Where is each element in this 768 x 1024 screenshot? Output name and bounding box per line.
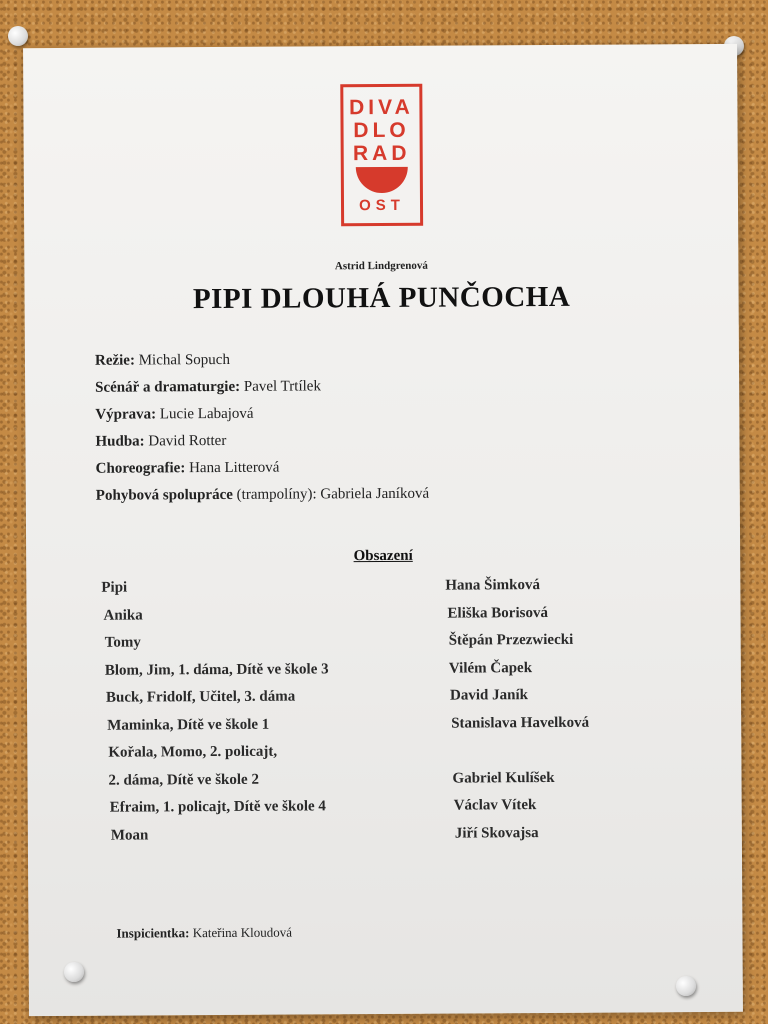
inspicientka-label: Inspicientka: bbox=[116, 925, 190, 941]
cast-actor: David Janík bbox=[449, 687, 529, 704]
cast-role: Efraim, 1. policajt, Dítě ve škole 4 bbox=[109, 798, 326, 816]
logo-line-1: DIVA bbox=[349, 95, 414, 119]
credit-value: Michal Sopuch bbox=[134, 351, 230, 369]
cast-heading: Obsazení bbox=[353, 547, 413, 565]
credit-value: Pavel Trtílek bbox=[240, 378, 321, 395]
cast-row bbox=[101, 571, 661, 602]
cast-row bbox=[103, 599, 661, 630]
cast-role: 2. dáma, Dítě ve škole 2 bbox=[108, 771, 259, 789]
logo-smile-icon bbox=[356, 166, 408, 192]
cast-row bbox=[105, 626, 662, 657]
credit-value: Lucie Labajová bbox=[156, 405, 254, 423]
cast-role: Blom, Jim, 1. dáma, Dítě ve škole 3 bbox=[104, 660, 329, 679]
cast-role: Kořala, Momo, 2. policajt, bbox=[108, 743, 278, 761]
cast-list bbox=[101, 571, 663, 849]
author-name: Astrid Lindgrenová bbox=[334, 259, 428, 273]
credit-row bbox=[95, 427, 428, 456]
cast-actor: Vilém Čapek bbox=[448, 659, 533, 677]
cast-row bbox=[111, 819, 663, 850]
cast-actor: Stanislava Havelková bbox=[451, 714, 590, 732]
credit-row bbox=[95, 346, 428, 375]
credit-label: Režie: bbox=[94, 352, 135, 369]
cast-role: Pipi bbox=[101, 579, 128, 596]
credit-label: Choreografie: bbox=[95, 460, 186, 477]
credit-value: Gabriela Janíková bbox=[316, 485, 430, 503]
credit-row bbox=[96, 481, 429, 510]
credit-row bbox=[96, 454, 429, 483]
credit-label: Hudba: bbox=[95, 433, 145, 450]
cast-actor: Eliška Borisová bbox=[447, 604, 548, 622]
credit-row bbox=[95, 400, 428, 429]
pushpin-bottom-right bbox=[676, 976, 696, 996]
pushpin-bottom-left bbox=[64, 962, 84, 982]
poster-sheet bbox=[23, 44, 743, 1016]
cast-actor: Štěpán Przezwiecki bbox=[448, 631, 574, 649]
logo-line-3: RAD bbox=[352, 141, 411, 165]
cast-row bbox=[106, 681, 662, 712]
cast-row bbox=[108, 736, 662, 767]
credit-label: Scénář a dramaturgie: bbox=[95, 378, 241, 396]
inspicientka-line bbox=[116, 925, 292, 942]
play-title: PIPI DLOUHÁ PUNČOCHA bbox=[192, 280, 571, 316]
cast-actor: Gabriel Kulíšek bbox=[452, 769, 555, 787]
cast-row bbox=[110, 791, 663, 822]
credits-list bbox=[95, 346, 429, 510]
inspicientka-value: Kateřina Kloudová bbox=[189, 924, 293, 941]
cast-role: Maminka, Dítě ve škole 1 bbox=[107, 716, 270, 734]
cast-actor: Jiří Skovajsa bbox=[454, 824, 539, 842]
cast-actor: Václav Vítek bbox=[453, 797, 537, 814]
credit-qualifier: (trampolíny): bbox=[232, 486, 317, 503]
pushpin-top-left bbox=[8, 26, 28, 46]
credit-row bbox=[95, 373, 428, 402]
cast-role: Tomy bbox=[104, 634, 141, 651]
cast-role: Buck, Fridolf, Učitel, 3. dáma bbox=[105, 688, 296, 706]
cast-row bbox=[108, 764, 662, 795]
logo-line-2: DLO bbox=[353, 118, 410, 142]
credit-label: Výprava: bbox=[95, 406, 157, 423]
cast-row bbox=[105, 654, 662, 685]
logo-line-4: OST bbox=[359, 196, 405, 214]
cast-row bbox=[107, 709, 662, 740]
credit-label: Pohybová spolupráce bbox=[95, 486, 233, 504]
credit-value: Hana Litterová bbox=[185, 459, 280, 477]
cast-role: Moan bbox=[110, 826, 149, 844]
cast-role: Anika bbox=[103, 606, 143, 624]
credit-value: David Rotter bbox=[144, 432, 227, 450]
theatre-logo bbox=[340, 84, 423, 226]
cast-actor: Hana Šimková bbox=[445, 577, 540, 594]
